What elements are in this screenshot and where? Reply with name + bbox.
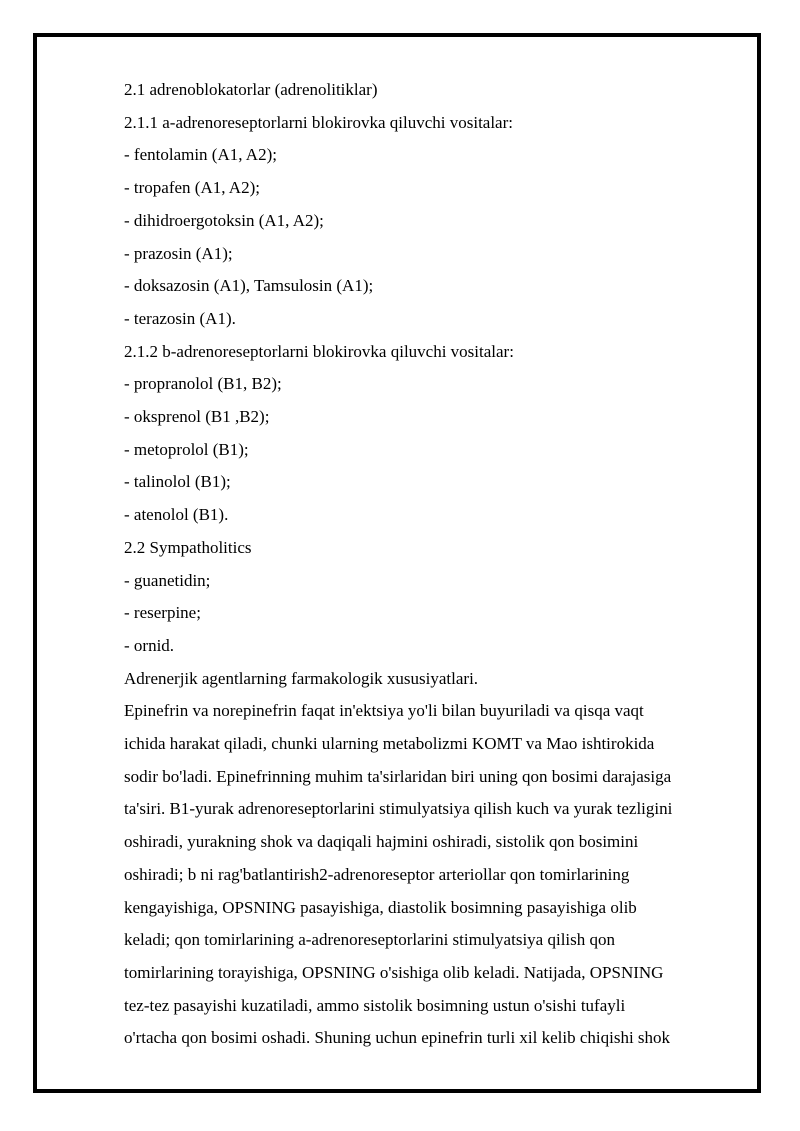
paragraph-line: oshiradi; b ni rag'batlantirish2-adrenoreseptor arteriollar qon tomirlarining (124, 864, 630, 884)
list-item: - metoprolol (B1); (124, 439, 249, 459)
paragraph-line: ta'siri. B1-yurak adrenoreseptorlarini stimulyatsiya qilish kuch va yurak tezligini (124, 799, 673, 819)
list-item: - prazosin (A1); (124, 243, 233, 263)
list-item: - terazosin (A1). (124, 308, 236, 328)
list-item: - doksazosin (A1), Tamsulosin (A1); (124, 276, 374, 296)
list-item: - guanetidin; (124, 570, 211, 590)
list-item: - talinolol (B1); (124, 472, 231, 492)
paragraph-line: keladi; qon tomirlarining a-adrenoreseptorlarini stimulyatsiya qilish qon (124, 930, 615, 950)
list-item: - oksprenol (B1 ,B2); (124, 407, 270, 427)
paragraph-line: tomirlarining torayishiga, OPSNING o'sishiga olib keladi. Natijada, OPSNING (124, 962, 664, 982)
paragraph-heading: Adrenerjik agentlarning farmakologik xususiyatlari. (124, 668, 479, 688)
paragraph-line: tez-tez pasayishi kuzatiladi, ammo sistolik bosimning ustun o'sishi tufayli (124, 995, 626, 1015)
section-heading-2-1: 2.1 adrenoblokatorlar (adrenolitiklar) (124, 80, 378, 99)
paragraph-line: Epinefrin va norepinefrin faqat in'ektsiya yo'li bilan buyuriladi va qisqa vaqt (124, 701, 644, 721)
list-item: - ornid. (124, 635, 175, 655)
list-item: - atenolol (B1). (124, 505, 229, 525)
paragraph-line: ichida harakat qiladi, chunki ularning metabolizmi KOMT va Mao ishtirokida (124, 734, 655, 754)
subsection-heading-2-1-2: 2.1.2 b-adrenoreseptorlarni blokirovka qiluvchi vositalar: (124, 341, 514, 361)
list-item: - tropafen (A1, A2); (124, 178, 260, 198)
list-item: - dihidroergotoksin (A1, A2); (124, 210, 324, 230)
list-item: - reserpine; (124, 603, 201, 623)
document-body (124, 74, 744, 1055)
list-item: - fentolamin (A1, A2); (124, 145, 277, 165)
list-item: - propranolol (B1, B2); (124, 374, 282, 394)
paragraph-line: o'rtacha qon bosimi oshadi. Shuning uchun epinefrin turli xil kelib chiqishi shok (124, 1028, 671, 1048)
paragraph-line: sodir bo'ladi. Epinefrinning muhim ta'sirlaridan biri uning qon bosimi darajasiga (124, 766, 672, 786)
paragraph-line: oshiradi, yurakning shok va daqiqali hajmini oshiradi, sistolik qon bosimini (124, 832, 639, 852)
subsection-heading-2-1-1: 2.1.1 a-adrenoreseptorlarni blokirovka qiluvchi vositalar: (124, 112, 513, 132)
section-heading-2-2: 2.2 Sympatholitics (124, 537, 252, 557)
paragraph-line: kengayishiga, OPSNING pasayishiga, diastolik bosimning pasayishiga olib (124, 897, 637, 917)
